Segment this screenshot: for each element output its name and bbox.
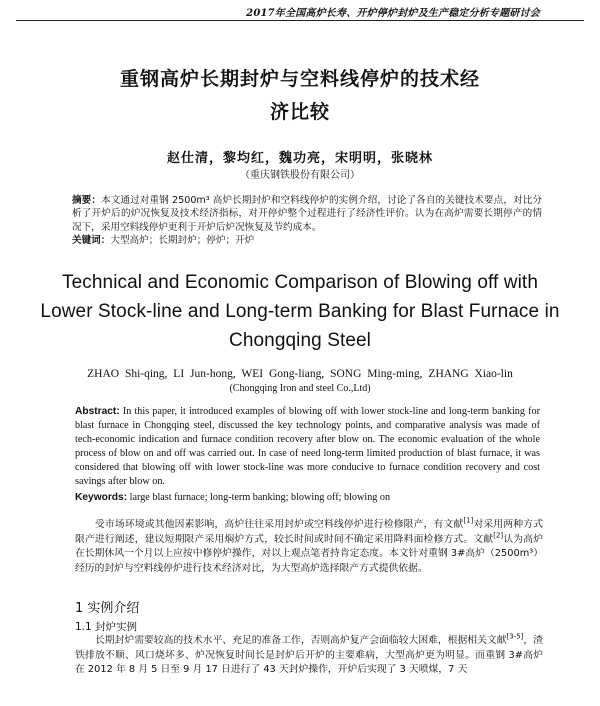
intro-text-a: 受市场环境或其他因素影响，高炉往往采用封炉或空料线停炉进行检修限产，有文献 <box>95 519 464 530</box>
case-text-b: ，渣铁排放不顺、风口烧坏多、炉况恢复时间长是封炉后开炉的主要难病，大型高炉更为明显。而重钢 3#高炉在 2012 年 8 月 5 日至 9 月 17 日进行了 43 天封炉操作，开炉后实现了 3 天喷煤，7 天 <box>75 635 544 676</box>
en-title-line-2: Lower Stock-line and Long-term Banking for Blast Furnace in <box>40 301 560 322</box>
zh-title-line-1: 重钢高炉长期封炉与空料线停炉的技术经 <box>119 68 480 90</box>
en-title-line-3: Chongqing Steel <box>229 330 371 351</box>
citation-2: [2] <box>493 531 504 540</box>
en-abstract-label: Abstract: <box>75 406 120 417</box>
en-keywords <box>75 491 540 505</box>
en-affiliation: (Chongqing Iron and steel Co.,Ltd) <box>229 383 371 394</box>
citation-3-5: [3-5] <box>506 632 524 641</box>
section-heading-1: 1 实例介绍 <box>75 601 140 616</box>
en-keywords-text: large blast furnace; long-term banking; blowing off; blowing on <box>127 491 391 503</box>
subsection-heading-1-1: 1.1 封炉实例 <box>75 621 138 633</box>
en-authors: ZHAO Shi-qing, LI Jun-hong, WEI Gong-liang, SONG Ming-ming, ZHANG Xiao-lin <box>87 368 513 380</box>
running-head: 2017年全国高炉长寿、开炉停炉封炉及生产稳定分析专题研讨会 <box>246 8 540 19</box>
zh-keywords-label: 关键词： <box>72 234 111 246</box>
header-rule <box>16 20 584 21</box>
en-title-line-1: Technical and Economic Comparison of Blowing off with <box>62 272 538 293</box>
intro-paragraph <box>75 518 543 576</box>
en-abstract-text: In this paper, it introduced examples of blowing off with lower stock-line and long-term banking for blast furnace in Chongqing steel, discussed the key technology points, and comparative analysis was made of tech-economic indication and furnace condition recovery after blow on. The economic evaluation of the whole process of blow on and off was carried out. In case of need long-term limited production of blast furnace, it was considered that blowing off with lower stock-line was more conducive to furnace condition recovery and cost savings after blow on. <box>75 406 540 488</box>
zh-affiliation: （重庆钢铁股份有限公司） <box>240 170 360 181</box>
zh-abstract-text: 本文通过对重钢 2500m³ 高炉长期封炉和空料线停炉的实例介绍，讨论了各自的关键技术要点，对比分析了开炉后的炉况恢复及技术经济指标，对开停炉整个过程进行了经济性评价。认为在高炉需要长期停产的情况下，采用空料线停炉更利于开炉后炉况恢复及节约成本。 <box>72 195 542 233</box>
zh-authors: 赵仕清，黎均红，魏功亮，宋明明，张晓林 <box>166 151 433 166</box>
zh-title-line-2: 济比较 <box>269 101 330 123</box>
zh-abstract <box>72 194 542 247</box>
intro-text-c: 认为高炉在长期休风一个月以上应按中修停炉操作，对以上观点笔者持肯定态度。本文针对重钢 3#高炉（2500m³）经历的封炉与空料线停炉进行技术经济对比，为大型高炉选择限产方式提供依据。 <box>75 533 544 574</box>
intro-text-b: 对采用两种方式限产进行阐述，建议短期限产采用焖炉方式，较长时间或时间不确定采用降料面检修方式。文献 <box>75 519 544 545</box>
en-abstract <box>75 405 540 505</box>
zh-abstract-label: 摘要： <box>72 195 102 206</box>
citation-1: [1] <box>463 516 474 525</box>
case-paragraph <box>75 634 543 678</box>
en-keywords-label: Keywords: <box>75 491 128 503</box>
zh-keywords-text: 大型高炉；长期封炉；停炉；开炉 <box>110 234 255 246</box>
case-text-a: 长期封炉需要较高的技术水平、充足的准备工作，否则高炉复产会面临较大困难，根据相关文献 <box>95 635 507 646</box>
